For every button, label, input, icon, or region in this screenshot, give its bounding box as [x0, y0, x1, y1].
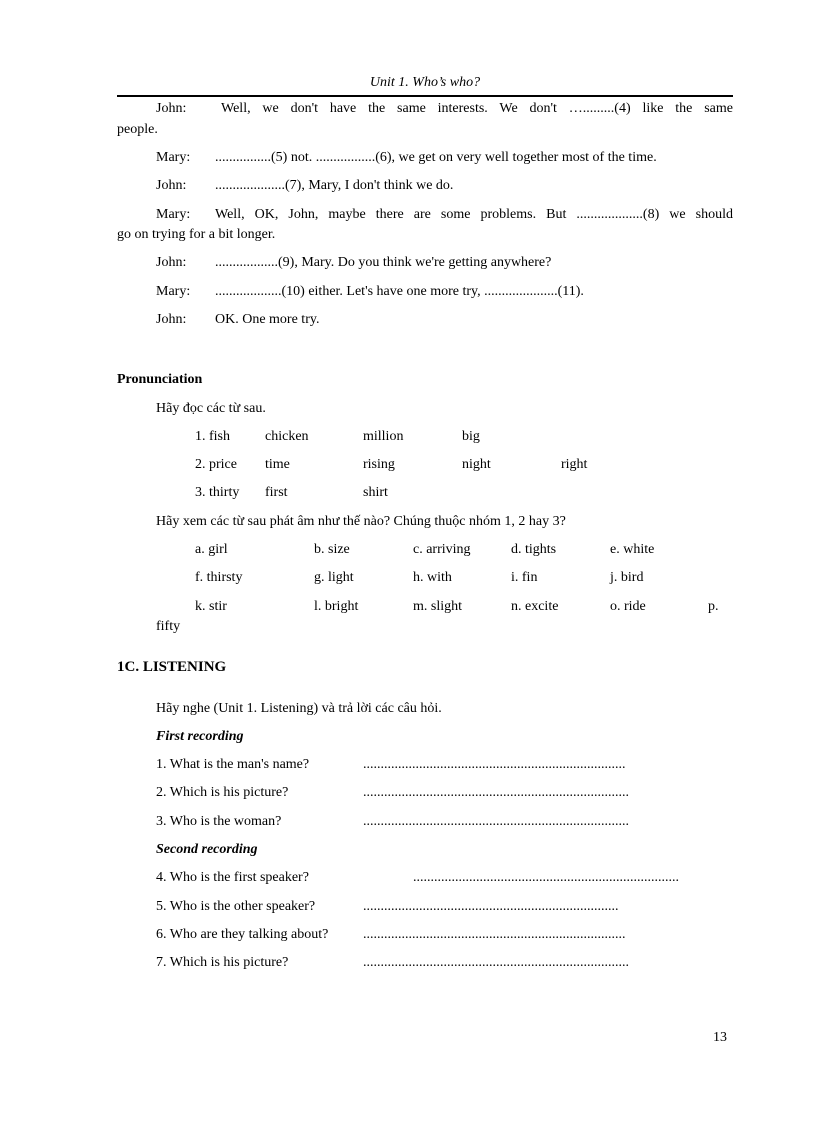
dialogue-line: Well, OK, John, maybe there are some problems. But ...................(8) we should: [215, 207, 733, 222]
answer-blank[interactable]: .........................................................................: [363, 899, 619, 914]
question: 1. What is the man's name?: [156, 757, 310, 772]
word-cell: time: [265, 457, 290, 472]
answer-blank[interactable]: ............................................................................: [363, 955, 629, 970]
answer-blank[interactable]: ............................................................................: [413, 870, 679, 885]
option-item: d. tights: [511, 542, 557, 557]
dialogue-line: Well, we don't have the same interests. We don't ….........(4) like the same: [221, 101, 733, 116]
option-item: e. white: [610, 542, 655, 557]
option-item: p.: [708, 599, 719, 614]
question: 7. Which is his picture?: [156, 955, 289, 970]
option-item: k. stir: [195, 599, 227, 614]
dialogue-line: OK. One more try.: [215, 312, 320, 327]
question: 4. Who is the first speaker?: [156, 870, 309, 885]
dialogue-line-cont: go on trying for a bit longer.: [117, 227, 276, 242]
option-item: i. fin: [511, 570, 538, 585]
word-cell: 1. fish: [195, 429, 230, 444]
answer-blank[interactable]: ...........................................................................: [363, 757, 626, 772]
first-recording-heading: First recording: [156, 729, 244, 744]
dialogue-line: ..................(9), Mary. Do you think we're getting anywhere?: [215, 255, 552, 270]
word-cell: first: [265, 485, 288, 500]
option-item: a. girl: [195, 542, 228, 557]
answer-blank[interactable]: ............................................................................: [363, 814, 629, 829]
option-item: n. excite: [511, 599, 559, 614]
question: 2. Which is his picture?: [156, 785, 289, 800]
option-item: l. bright: [314, 599, 359, 614]
question: 6. Who are they talking about?: [156, 927, 329, 942]
running-header: Unit 1. Who’s who?: [369, 75, 481, 90]
pronunciation-instruction: Hãy đọc các từ sau.: [156, 401, 266, 416]
question: 5. Who is the other speaker?: [156, 899, 316, 914]
word-cell: rising: [363, 457, 395, 472]
speaker-label: Mary:: [156, 150, 191, 165]
option-item: g. light: [314, 570, 354, 585]
speaker-label: John:: [156, 312, 187, 327]
speaker-label: John:: [156, 101, 187, 116]
answer-blank[interactable]: ............................................................................: [363, 785, 629, 800]
dialogue-line-cont: people.: [117, 122, 158, 137]
option-item: c. arriving: [413, 542, 471, 557]
word-cell: chicken: [265, 429, 309, 444]
word-cell: night: [462, 457, 491, 472]
header-rule: [117, 95, 733, 97]
page-number: 13: [713, 1030, 727, 1045]
speaker-label: Mary:: [156, 207, 191, 222]
option-item: o. ride: [610, 599, 646, 614]
listening-heading: 1C. LISTENING: [117, 659, 227, 675]
second-recording-heading: Second recording: [156, 842, 258, 857]
word-cell: million: [363, 429, 404, 444]
pronunciation-instruction: Hãy xem các từ sau phát âm như thế nào? Chúng thuộc nhóm 1, 2 hay 3?: [156, 514, 566, 529]
speaker-label: John:: [156, 255, 187, 270]
speaker-label: John:: [156, 178, 187, 193]
word-cell: shirt: [363, 485, 388, 500]
option-item: f. thirsty: [195, 570, 243, 585]
word-cell: big: [462, 429, 480, 444]
dialogue-line: ...................(10) either. Let's have one more try, .....................(11).: [215, 284, 584, 299]
dialogue-line: ....................(7), Mary, I don't think we do.: [215, 178, 454, 193]
answer-blank[interactable]: ...........................................................................: [363, 927, 626, 942]
option-item-cont: fifty: [156, 619, 181, 634]
pronunciation-heading: Pronunciation: [117, 372, 203, 387]
question: 3. Who is the woman?: [156, 814, 282, 829]
option-item: h. with: [413, 570, 452, 585]
option-item: m. slight: [413, 599, 463, 614]
option-item: j. bird: [610, 570, 644, 585]
option-item: b. size: [314, 542, 350, 557]
speaker-label: Mary:: [156, 284, 191, 299]
word-cell: 2. price: [195, 457, 237, 472]
listening-instruction: Hãy nghe (Unit 1. Listening) và trả lời các câu hỏi.: [156, 701, 442, 716]
word-cell: right: [561, 457, 588, 472]
word-cell: 3. thirty: [195, 485, 240, 500]
dialogue-line: ................(5) not. .................(6), we get on very well together most of the time.: [215, 150, 657, 165]
